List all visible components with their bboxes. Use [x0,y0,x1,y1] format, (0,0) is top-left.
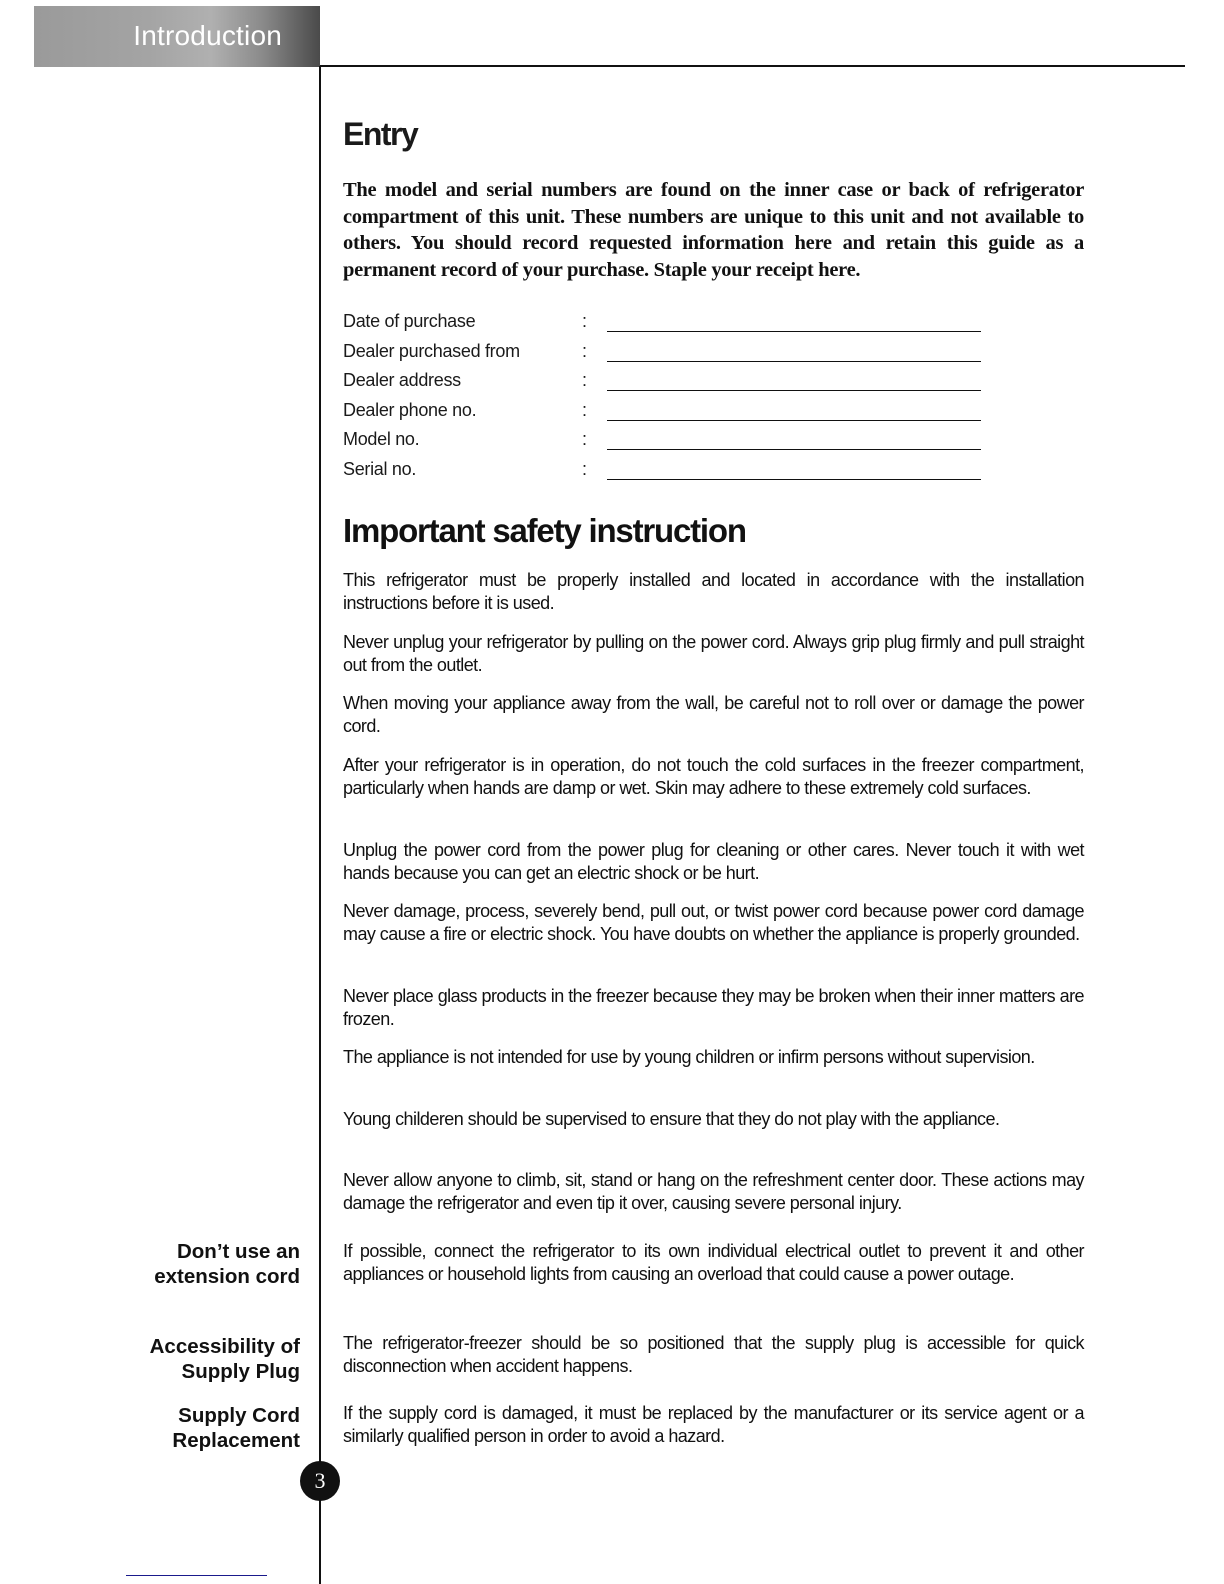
field-separator: : [582,429,588,450]
safety-paragraph: This refrigerator must be properly installed and located in accordance with the installation instructions before it is used. [343,570,1084,614]
field-label: Dealer address [343,370,461,391]
field-separator: : [582,311,588,331]
model-no-input[interactable] [607,449,981,450]
field-label: Dealer phone no. [343,399,477,420]
entry-intro-text: The model and serial numbers are found on the inner case or back of refrigerator compartment of this unit. These numbers are unique to this unit and not available to others. You should record requested information here and retain this guide as a permanent record of your purchase. Staple your receipt here. [343,179,1084,281]
side-label-line: Replacement [172,1428,300,1452]
safety-paragraph: Never allow anyone to climb, sit, stand or hang on the refreshment center door. These actions may damage the refrigerator and even tip it over, causing severe personal injury. [343,1170,1084,1214]
side-label-line: Supply Plug [181,1359,300,1383]
field-label: Dealer purchased from [343,340,520,361]
field-label: Model no. [343,429,420,450]
entry-heading: Entry [343,116,418,152]
serial-no-input[interactable] [607,479,981,480]
safety-paragraph: Young childeren should be supervised to ensure that they do not play with the appliance. [343,1109,1000,1129]
dealer-phone-input[interactable] [607,420,981,421]
safety-paragraph: After your refrigerator is in operation, do not touch the cold surfaces in the freezer compartment, particularly when hands are damp or wet. Skin may adhere to these extremely cold surfaces. [343,755,1084,799]
dealer-address-input[interactable] [607,390,981,391]
extension-cord-text: If possible, connect the refrigerator to its own individual electrical outlet to prevent it and other appliances or household lights from causing an overload that could cause a power outage. [343,1241,1084,1285]
column-divider [319,66,321,1584]
date-of-purchase-input[interactable] [607,331,981,332]
safety-paragraph: Unplug the power cord from the power plug for cleaning or other cares. Never touch it with wet hands because you can get an electric shock or be hurt. [343,840,1084,884]
safety-paragraph: When moving your appliance away from the wall, be careful not to roll over or damage the power cord. [343,693,1084,737]
section-title: Introduction [133,20,282,51]
side-label-line: extension cord [154,1264,300,1288]
safety-heading: Important safety instruction [343,512,746,549]
footer-link-underline [126,1575,267,1576]
safety-paragraph: Never damage, process, severely bend, pull out, or twist power cord because power cord damage may cause a fire or electric shock. You have doubts on whether the appliance is properly grounded. [343,901,1084,945]
field-label: Date of purchase [343,311,476,331]
side-label-line: Don’t use an [176,1240,300,1263]
side-label-extension-cord [100,1240,300,1289]
side-label-supply-plug [100,1335,300,1384]
header-rule [320,65,1185,67]
dealer-purchased-from-input[interactable] [607,361,981,362]
supply-plug-text: The refrigerator-freezer should be so positioned that the supply plug is accessible for quick disconnection when accident happens. [343,1333,1084,1377]
section-header-tab [34,6,320,67]
safety-paragraph: Never place glass products in the freezer because they may be broken when their inner matters are frozen. [343,986,1084,1030]
side-label-line: Accessibility of [149,1335,300,1358]
field-model-no [343,427,983,457]
page-number-badge: 3 [300,1461,340,1501]
field-dealer-address [343,368,983,398]
field-serial-no [343,457,983,487]
field-separator: : [582,458,588,479]
field-separator: : [582,399,588,420]
field-dealer-purchased-from [343,339,983,369]
field-date-of-purchase [343,309,983,339]
safety-paragraph: The appliance is not intended for use by young children or infirm persons without supervision. [343,1047,1035,1067]
purchase-record-form [343,309,983,487]
side-label-supply-cord [100,1404,300,1453]
supply-cord-text: If the supply cord is damaged, it must be replaced by the manufacturer or its service agent or a similarly qualified person in order to avoid a hazard. [343,1403,1084,1447]
field-label: Serial no. [343,458,417,479]
field-separator: : [582,370,588,391]
field-dealer-phone [343,398,983,428]
field-separator: : [582,340,588,361]
safety-paragraph: Never unplug your refrigerator by pulling on the power cord. Always grip plug firmly and pull straight out from the outlet. [343,632,1084,676]
side-label-line: Supply Cord [178,1404,300,1427]
